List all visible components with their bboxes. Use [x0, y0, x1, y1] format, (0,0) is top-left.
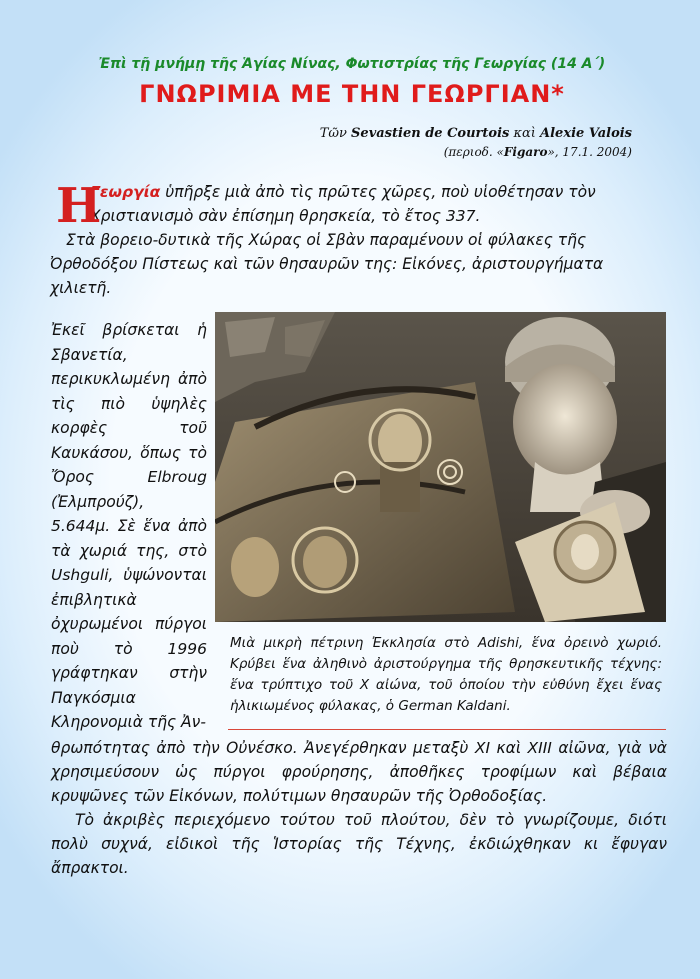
source-suffix: », 17.1. 2004) [547, 145, 632, 159]
paragraph-2 [50, 228, 650, 300]
lead-word: Γεωργία [90, 183, 161, 201]
article-photo [215, 312, 666, 622]
paragraph-1-text: ὑπῆρξε μιὰ ἀπὸ τὶς πρῶτες χῶρες, ποὺ υἱοθέτησαν τὸν Χριστιανισμὸ σὰν ἐπίσημη θρησκεία, τὸ ἔτος 337. [90, 183, 596, 225]
paragraph-3: θρωπότητας ἀπὸ τὴν Οὐνέσκο. Ἀνεγέρθηκαν μεταξὺ XI καὶ XIII αἰῶνα, γιὰ νὰ χρησιμεύσουν ὡς πύργοι φρούρησης, ἀποθῆκες τροφίμων καὶ βέβαια κρυψῶνες τῶν Εἰκόνων, πολύτιμων θησαυρῶν τῆς Ὀρθοδοξίας. [51, 739, 667, 805]
byline [62, 126, 632, 141]
narrow-column [51, 318, 207, 735]
paragraph-2-text: Στὰ βορειο-δυτικὰ τῆς Χώρας οἱ Σβὰν παραμένουν οἱ φύλακες τῆς Ὀρθοδόξου Πίστεως καὶ τῶν θησαυρῶν της: Εἰκόνες, ἀριστουργήματα χιλιετῆ. [50, 231, 604, 297]
byline-conj: καὶ [513, 126, 536, 141]
drop-cap: Η [56, 178, 102, 234]
caption-divider [228, 729, 666, 730]
source-line [62, 145, 632, 159]
icon-photo-illustration [215, 312, 666, 622]
article-intro [50, 178, 650, 300]
caption-text: Μιὰ μικρὴ πέτρινη Ἐκκλησία στὸ Adishi, ἕνα ὀρεινὸ χωριό. Κρύβει ἕνα ἀληθινὸ ἀριστούργημα τῆς θρησκευτικῆς τέχνης: ἕνα τρύπτιχο τοῦ Χ αἰώνα, τοῦ ὁποίου τὴν εὐθύνη ἔχει ἕνας ἡλικιωμένος φύλακας, ὁ German Kaldani. [230, 635, 662, 714]
byline-prefix: Τῶν [319, 126, 347, 141]
paragraph-1 [90, 180, 650, 228]
paragraph-4: Τὸ ἀκριβὲς περιεχόμενο τούτου τοῦ πλούτου, δὲν τὸ γνωρίζουμε, διότι πολὺ συχνά, εἰδικοὶ τῆς Ἱστορίας τῆς Τέχνης, ἐκδιώχθηκαν κι ἔφυγαν ἄπρακτοι. [51, 811, 667, 877]
author-2: Alexie Valois [540, 126, 632, 141]
kicker: Ἐπὶ τῇ μνήμῃ τῆς Ἁγίας Νίνας, Φωτιστρίας τῆς Γεωργίας (14 Α΄) [98, 56, 606, 72]
photo-caption [230, 633, 662, 717]
source-prefix: (περιοδ. « [443, 145, 504, 159]
source-name: Figaro [503, 145, 548, 159]
page-title: ΓΝΩΡΙΜΙΑ ΜΕ ΤΗΝ ΓΕΩΡΓΙΑΝ* [139, 80, 565, 108]
author-1: Sevastien de Courtois [351, 126, 510, 141]
header [62, 56, 642, 159]
narrow-column-text: Ἐκεῖ βρίσκεται ἡ Σβανετία, περικυκλωμένη ἀπὸ τὶς πιὸ ὑψηλὲς κορφὲς τοῦ Καυκάσου, ὅπως τὸ Ὄρος Elbroug (Ἐλμπρούζ), 5.644μ. Σὲ ἕνα ἀπὸ τὰ χωριά της, στὸ Ushguli, ὑψώνονται ἐπιβλητικὰ ὀχυρωμένοι πύργοι ποὺ τὸ 1996 γράφτηκαν στὴν Παγκόσμια Κληρονομιὰ τῆς Ἀν- [51, 321, 207, 731]
article-continuation [51, 736, 667, 880]
